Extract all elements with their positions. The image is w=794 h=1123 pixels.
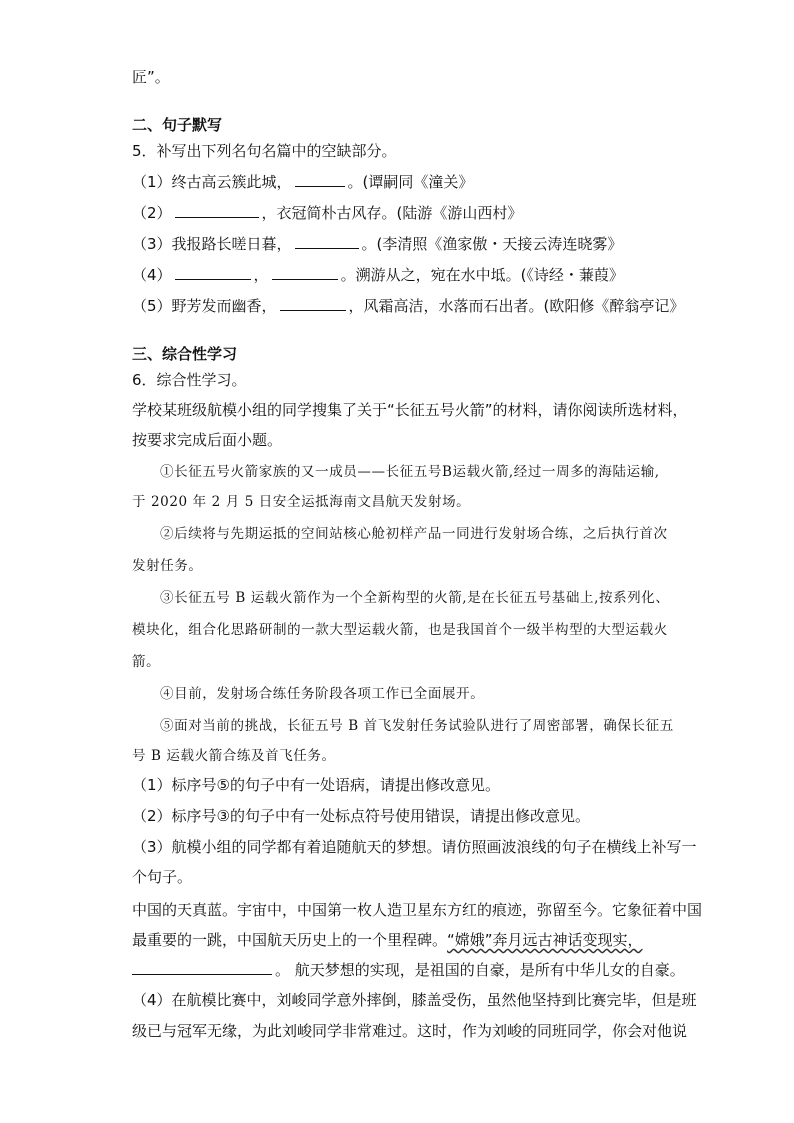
- q5-item-4-pre: （4）: [132, 266, 172, 284]
- q5-item-3-post: 。(李清照《渔家傲・天接云涛连晓雾》: [361, 235, 623, 253]
- material-5-line-1: ⑤面对当前的挑战，长征五号 B 首飞发射任务试验队进行了周密部署，确保长征五: [160, 718, 674, 734]
- answer-blank[interactable]: [175, 265, 251, 280]
- q5-item-5-post: ，风霜高洁，水落而石出者。(欧阳修《醉翁亭记》: [348, 297, 685, 315]
- material-3-line-3: 箭。: [132, 654, 161, 670]
- sub-question-4-line-2: 级已与冠军无缘，为此刘峻同学非常难过。这时，作为刘峻的同班同学，你会对他说: [132, 1022, 688, 1040]
- passage-line-1: 中国的天真蓝。宇宙中，中国第一枚人造卫星东方红的痕迹，弥留至今。它象征着中国: [132, 901, 703, 919]
- material-1-line-2: 于 2020 年 2 月 5 日安全运抵海南文昌航天发射场。: [132, 494, 471, 510]
- q5-item-1: [132, 172, 473, 192]
- passage-line-2: [132, 930, 643, 950]
- section-heading-sentence-dictation: 二、句子默写: [132, 116, 223, 134]
- sub-question-3-line-2: 个句子。: [132, 868, 193, 886]
- answer-blank[interactable]: [295, 172, 345, 187]
- q5-item-1-pre: （1）终古高云簇此城，: [132, 173, 292, 191]
- passage-line-3-text: 。 航天梦想的实现，是祖国的自豪，是所有中华儿女的自豪。: [275, 961, 685, 979]
- question-6-stem: 6．综合性学习。: [132, 371, 247, 389]
- wavy-underlined-sentence: “嫦娥”奔月远古神话变现实，: [447, 931, 643, 949]
- q5-item-2-pre: （2）: [132, 204, 172, 222]
- answer-blank[interactable]: [175, 203, 259, 218]
- q5-item-3-pre: （3）我报路长嗟日暮，: [132, 235, 292, 253]
- material-5-line-2: 号 B 运载火箭合练及首飞任务。: [132, 748, 336, 764]
- passage-line-2-text: 最重要的一跳，中国航天历史上的一个里程碑。: [132, 931, 448, 949]
- q6-intro-line-1: 学校某班级航模小组的同学搜集了关于“长征五号火箭”的材料，请你阅读所选材料，: [132, 401, 688, 419]
- continuation-line: 匠”。: [132, 68, 170, 86]
- answer-blank[interactable]: [295, 234, 359, 249]
- q5-item-5: [132, 296, 684, 316]
- q5-item-2-post: ，衣冠简朴古风存。(陆游《游山西村》: [261, 204, 523, 222]
- material-3-line-1: ③长征五号 B 运载火箭作为一个全新构型的火箭,是在长征五号基础上,按系列化、: [160, 590, 670, 606]
- sub-question-2: （2）标序号③的句子中有一处标点符号使用错误，请提出修改意见。: [132, 807, 590, 825]
- sub-question-4-line-1: （4）在航模比赛中，刘峻同学意外摔倒，膝盖受伤，虽然他坚持到比赛完毕，但是班: [132, 991, 697, 1009]
- material-2-line-1: ②后续将与先期运抵的空间站核心舱初样产品一同进行发射场合练，之后执行首次: [160, 526, 668, 542]
- material-4-line-1: ④目前，发射场合练任务阶段各项工作已全面展开。: [160, 686, 485, 702]
- q5-item-2: [132, 203, 522, 223]
- material-3-line-2: 模块化，组合化思路研制的一款大型运载火箭，也是我国首个一级半构型的大型运载火: [132, 622, 668, 638]
- q5-item-4: [132, 265, 624, 285]
- q5-item-1-post: 。(谭嗣同《潼关》: [347, 173, 474, 191]
- material-1-line-1: ①长征五号火箭家族的又一成员——长征五号B运载火箭,经过一周多的海陆运输,: [160, 464, 660, 480]
- question-5-stem: 5．补写出下列名句名篇中的空缺部分。: [132, 142, 397, 160]
- sub-question-3-line-1: （3）航模小组的同学都有着追随航天的梦想。请仿照画波浪线的句子在横线上补写一: [132, 838, 697, 856]
- sub-question-1: （1）标序号⑤的句子中有一处语病，请提出修改意见。: [132, 776, 500, 794]
- q5-item-5-pre: （5）野芳发而幽香，: [132, 297, 277, 315]
- answer-blank[interactable]: [132, 960, 272, 975]
- q5-item-3: [132, 234, 622, 254]
- section-heading-integrated-study: 三、综合性学习: [132, 345, 238, 363]
- q5-item-4-post: 。溯游从之，宛在水中坻。(《诗经・蒹葭》: [340, 266, 624, 284]
- q6-intro-line-2: 按要求完成后面小题。: [132, 431, 283, 449]
- material-2-line-2: 发射任务。: [132, 558, 203, 574]
- passage-line-3: [132, 960, 685, 980]
- answer-blank[interactable]: [272, 265, 338, 280]
- answer-blank[interactable]: [280, 296, 346, 311]
- q5-item-4-mid: ，: [253, 266, 269, 284]
